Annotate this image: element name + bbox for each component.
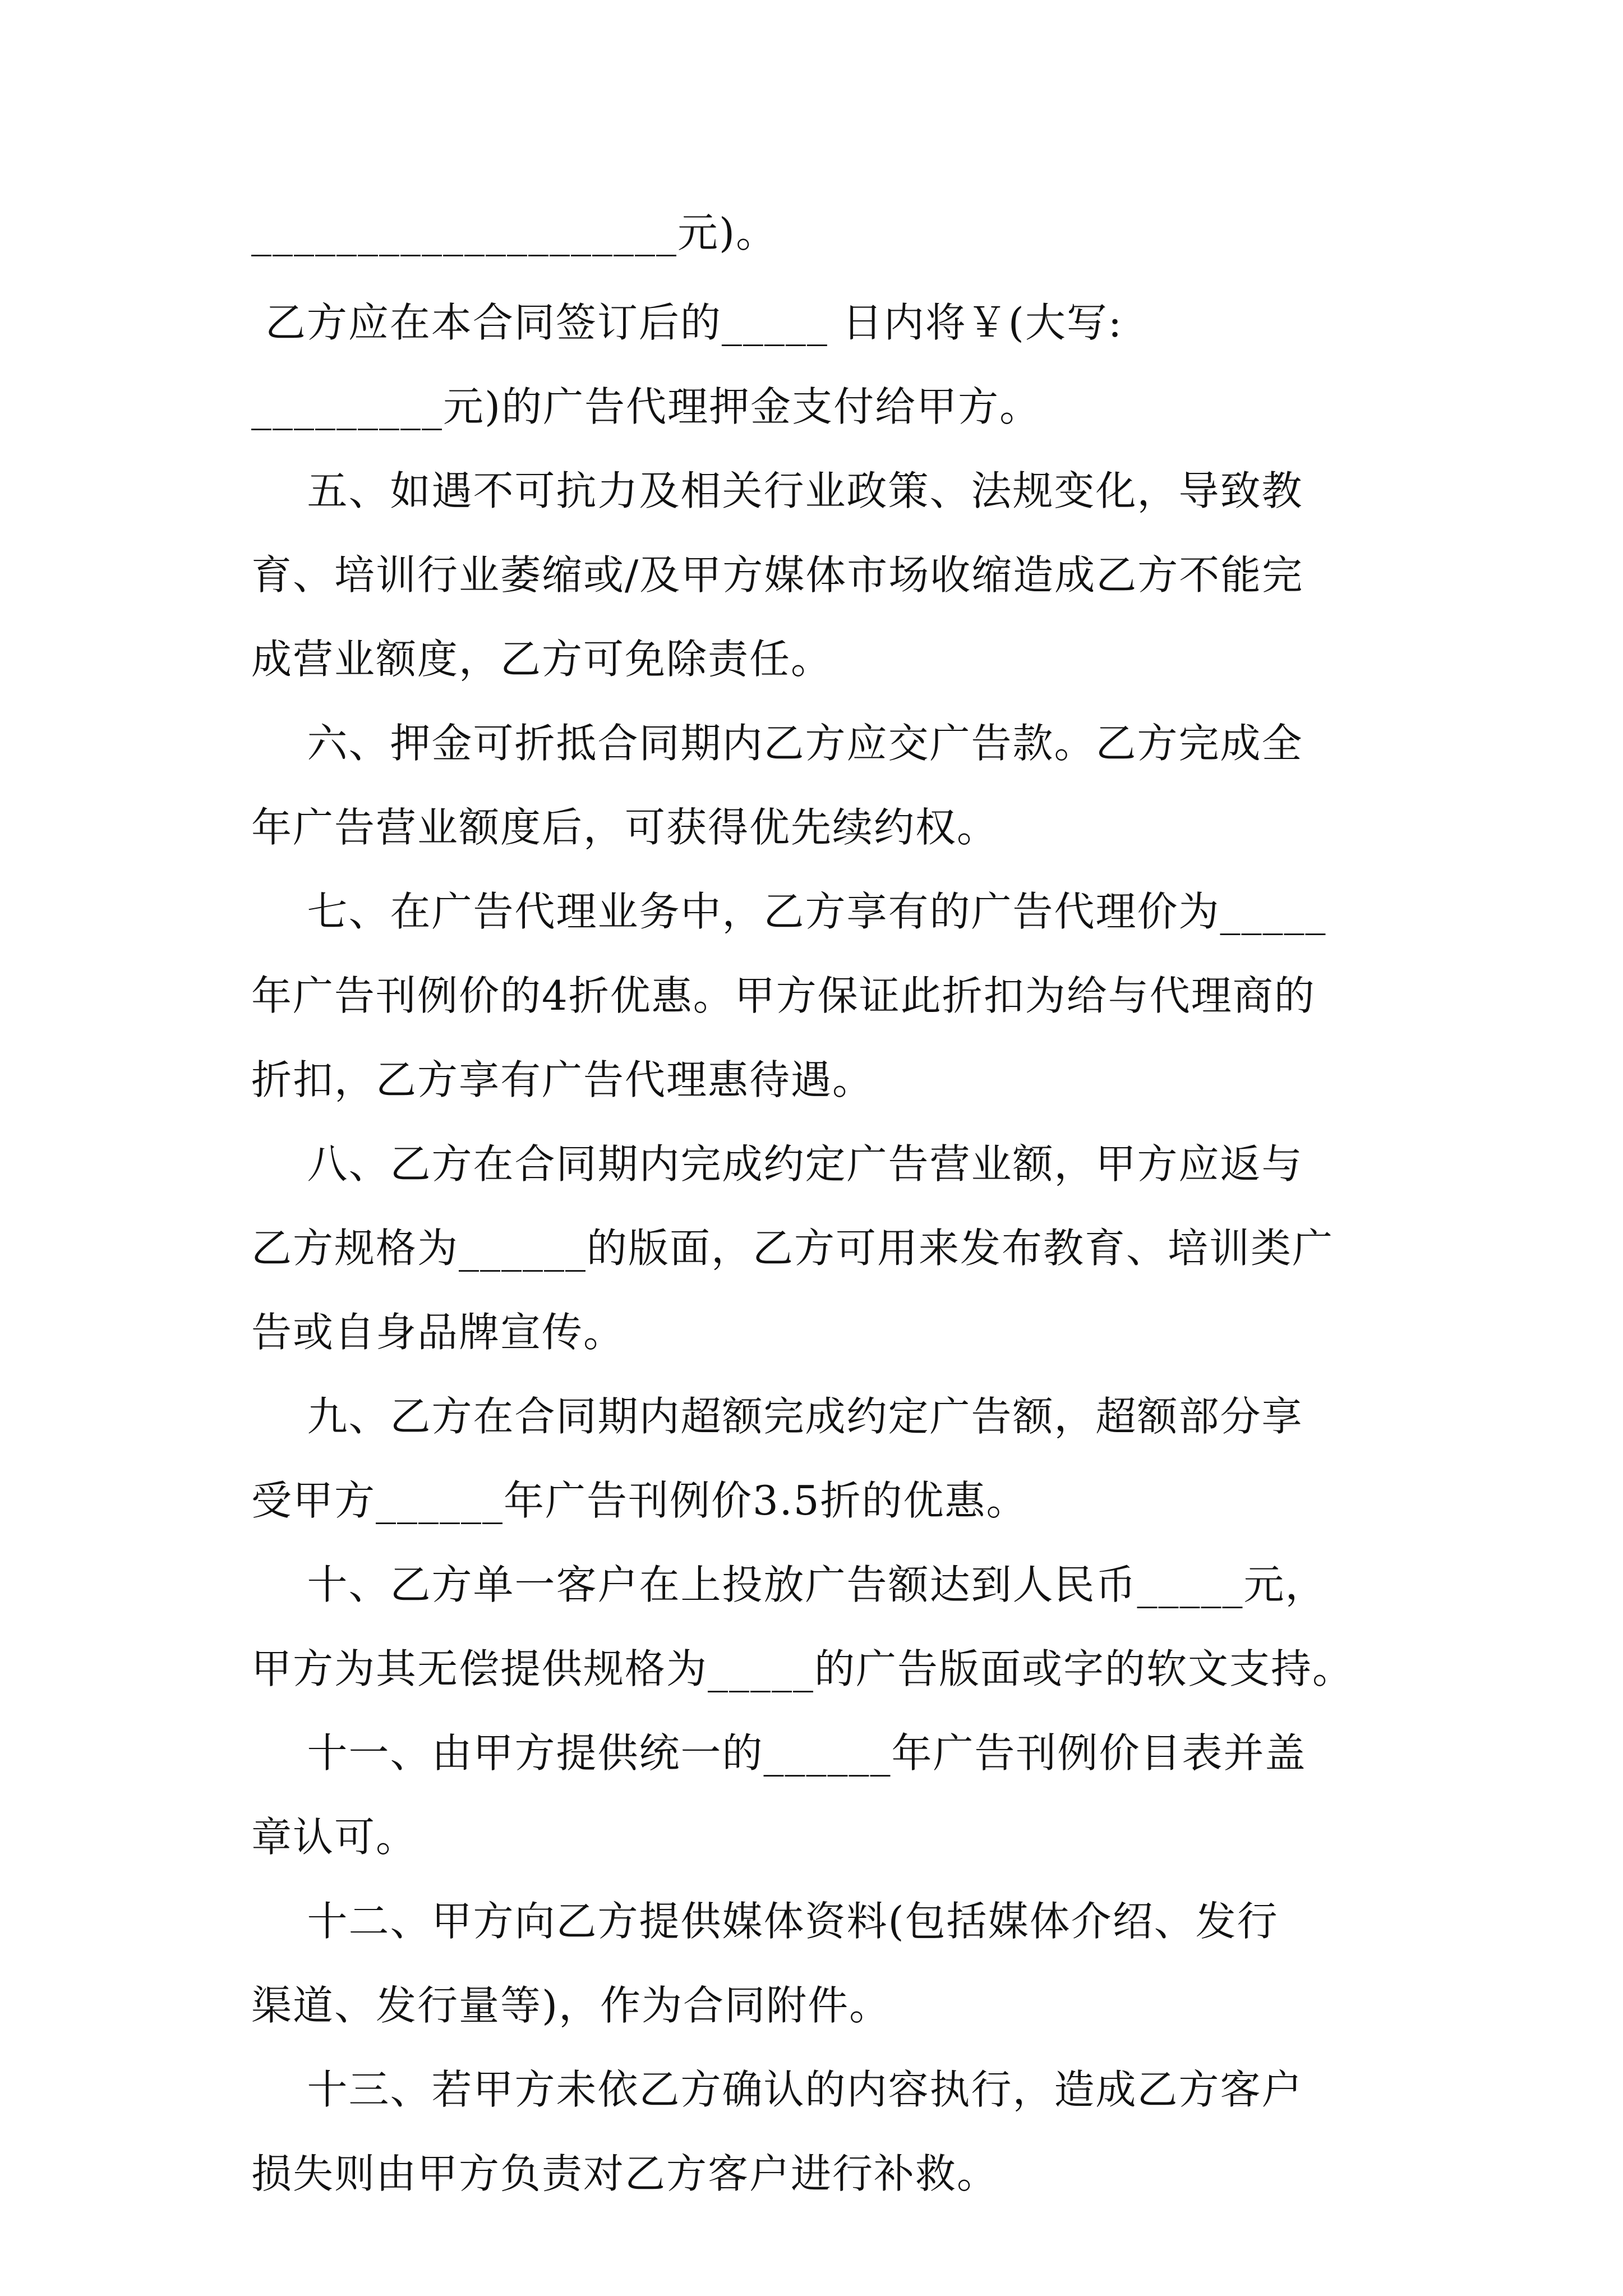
text-line: 折扣，乙方享有广告代理惠待遇。 bbox=[251, 1056, 874, 1103]
text-line: 乙方应在本合同签订后的_____ 日内将￥(大写: bbox=[251, 299, 1123, 346]
text-line: 十一、由甲方提供统一的______年广告刊例价目表并盖 bbox=[251, 1729, 1307, 1777]
text-line: 六、押金可折抵合同期内乙方应交广告款。乙方完成全 bbox=[251, 720, 1303, 767]
text-line: 五、如遇不可抗力及相关行业政策、法规变化，导致教 bbox=[251, 467, 1303, 514]
text-line: 七、在广告代理业务中，乙方享有的广告代理价为_____ bbox=[251, 888, 1327, 935]
text-line: 九、乙方在合同期内超额完成约定广告额，超额部分享 bbox=[251, 1393, 1303, 1440]
text-line: 育、培训行业萎缩或/及甲方媒体市场收缩造成乙方不能完 bbox=[251, 551, 1304, 599]
text-line: 年广告刊例价的4折优惠。甲方保证此折扣为给与代理商的 bbox=[251, 972, 1316, 1019]
text-line: _________元)的广告代理押金支付给甲方。 bbox=[251, 383, 1041, 430]
text-line: 十、乙方单一客户在上投放广告额达到人民币_____元， bbox=[251, 1561, 1327, 1608]
text-line: 章认可。 bbox=[251, 1814, 418, 1861]
text-line: 损失则由甲方负责对乙方客户进行补救。 bbox=[251, 2150, 999, 2197]
text-line: 十三、若甲方未依乙方确认的内容执行，造成乙方客户 bbox=[251, 2066, 1303, 2113]
text-line: 成营业额度，乙方可免除责任。 bbox=[251, 636, 833, 683]
text-line: 八、乙方在合同期内完成约定广告营业额，甲方应返与 bbox=[251, 1140, 1303, 1188]
text-line: 十二、甲方向乙方提供媒体资料(包括媒体介绍、发行 bbox=[251, 1898, 1279, 1945]
text-line: 甲方为其无偿提供规格为_____的广告版面或字的软文支持。 bbox=[251, 1645, 1354, 1692]
text-line: 受甲方______年广告刊例价3.5折的优惠。 bbox=[251, 1477, 1028, 1524]
text-line: 渠道、发行量等)，作为合同附件。 bbox=[251, 1982, 891, 2029]
text-line: ____________________元)。 bbox=[251, 209, 778, 256]
text-line: 年广告营业额度后，可获得优先续约权。 bbox=[251, 804, 999, 851]
text-line: 乙方规格为______的版面，乙方可用来发布教育、培训类广 bbox=[251, 1225, 1334, 1272]
text-line: 告或自身品牌宣传。 bbox=[251, 1309, 625, 1356]
